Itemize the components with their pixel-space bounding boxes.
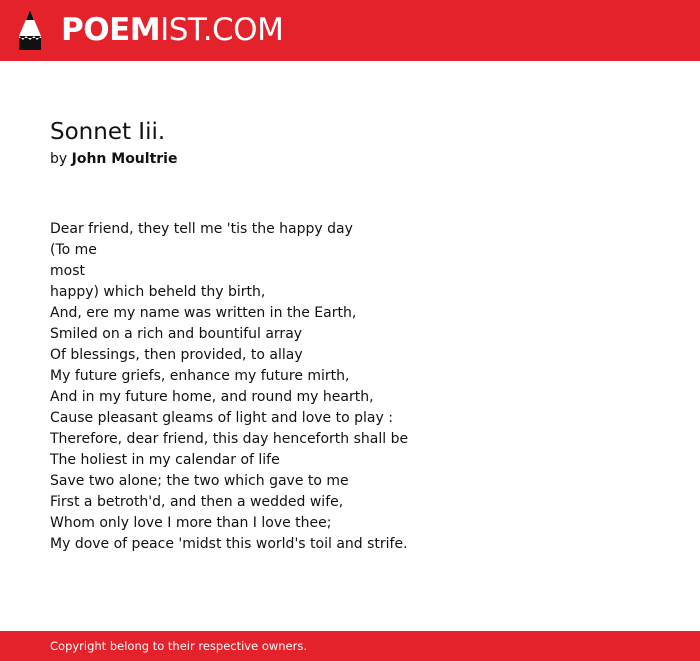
poem-line: happy) which beheld thy birth, [50, 284, 266, 300]
poem-line: Of blessings, then provided, to allay [50, 347, 303, 363]
poem-author: John Moultrie [71, 151, 178, 167]
poem-line: And, ere my name was written in the Earth, [50, 305, 357, 321]
poem-body [50, 219, 670, 555]
poem-line: most [50, 263, 85, 279]
poem-line: Cause pleasant gleams of light and love to play : [50, 410, 393, 426]
logo-text-light: IST.COM [160, 12, 284, 48]
poem-line: Save two alone; the two which gave to me [50, 473, 349, 489]
poem-line: Whom only love I more than I love thee; [50, 515, 332, 531]
site-header [0, 0, 700, 61]
poem-line: Smiled on a rich and bountiful array [50, 326, 303, 342]
site-footer [0, 631, 700, 661]
pencil-logo-icon[interactable] [18, 9, 42, 51]
poem-line: And in my future home, and round my hearth, [50, 389, 374, 405]
poem-line: Therefore, dear friend, this day henceforth shall be [50, 431, 409, 447]
poem-line: (To me [50, 242, 97, 258]
poem-title: Sonnet Iii. [50, 119, 166, 145]
poem-line: The holiest in my calendar of life [50, 452, 280, 468]
poem-line: Dear friend, they tell me 'tis the happy day [50, 221, 353, 237]
poem-line: My dove of peace 'midst this world's toil and strife. [50, 536, 408, 552]
site-logo[interactable] [61, 11, 283, 49]
byline-label: by [50, 151, 68, 167]
poem-byline [50, 149, 177, 169]
poem-line: My future griefs, enhance my future mirth, [50, 368, 350, 384]
copyright-text: Copyright belong to their respective owners. [50, 639, 308, 653]
logo-text-bold: POEM [61, 12, 161, 48]
poem-line: First a betroth'd, and then a wedded wife, [50, 494, 344, 510]
